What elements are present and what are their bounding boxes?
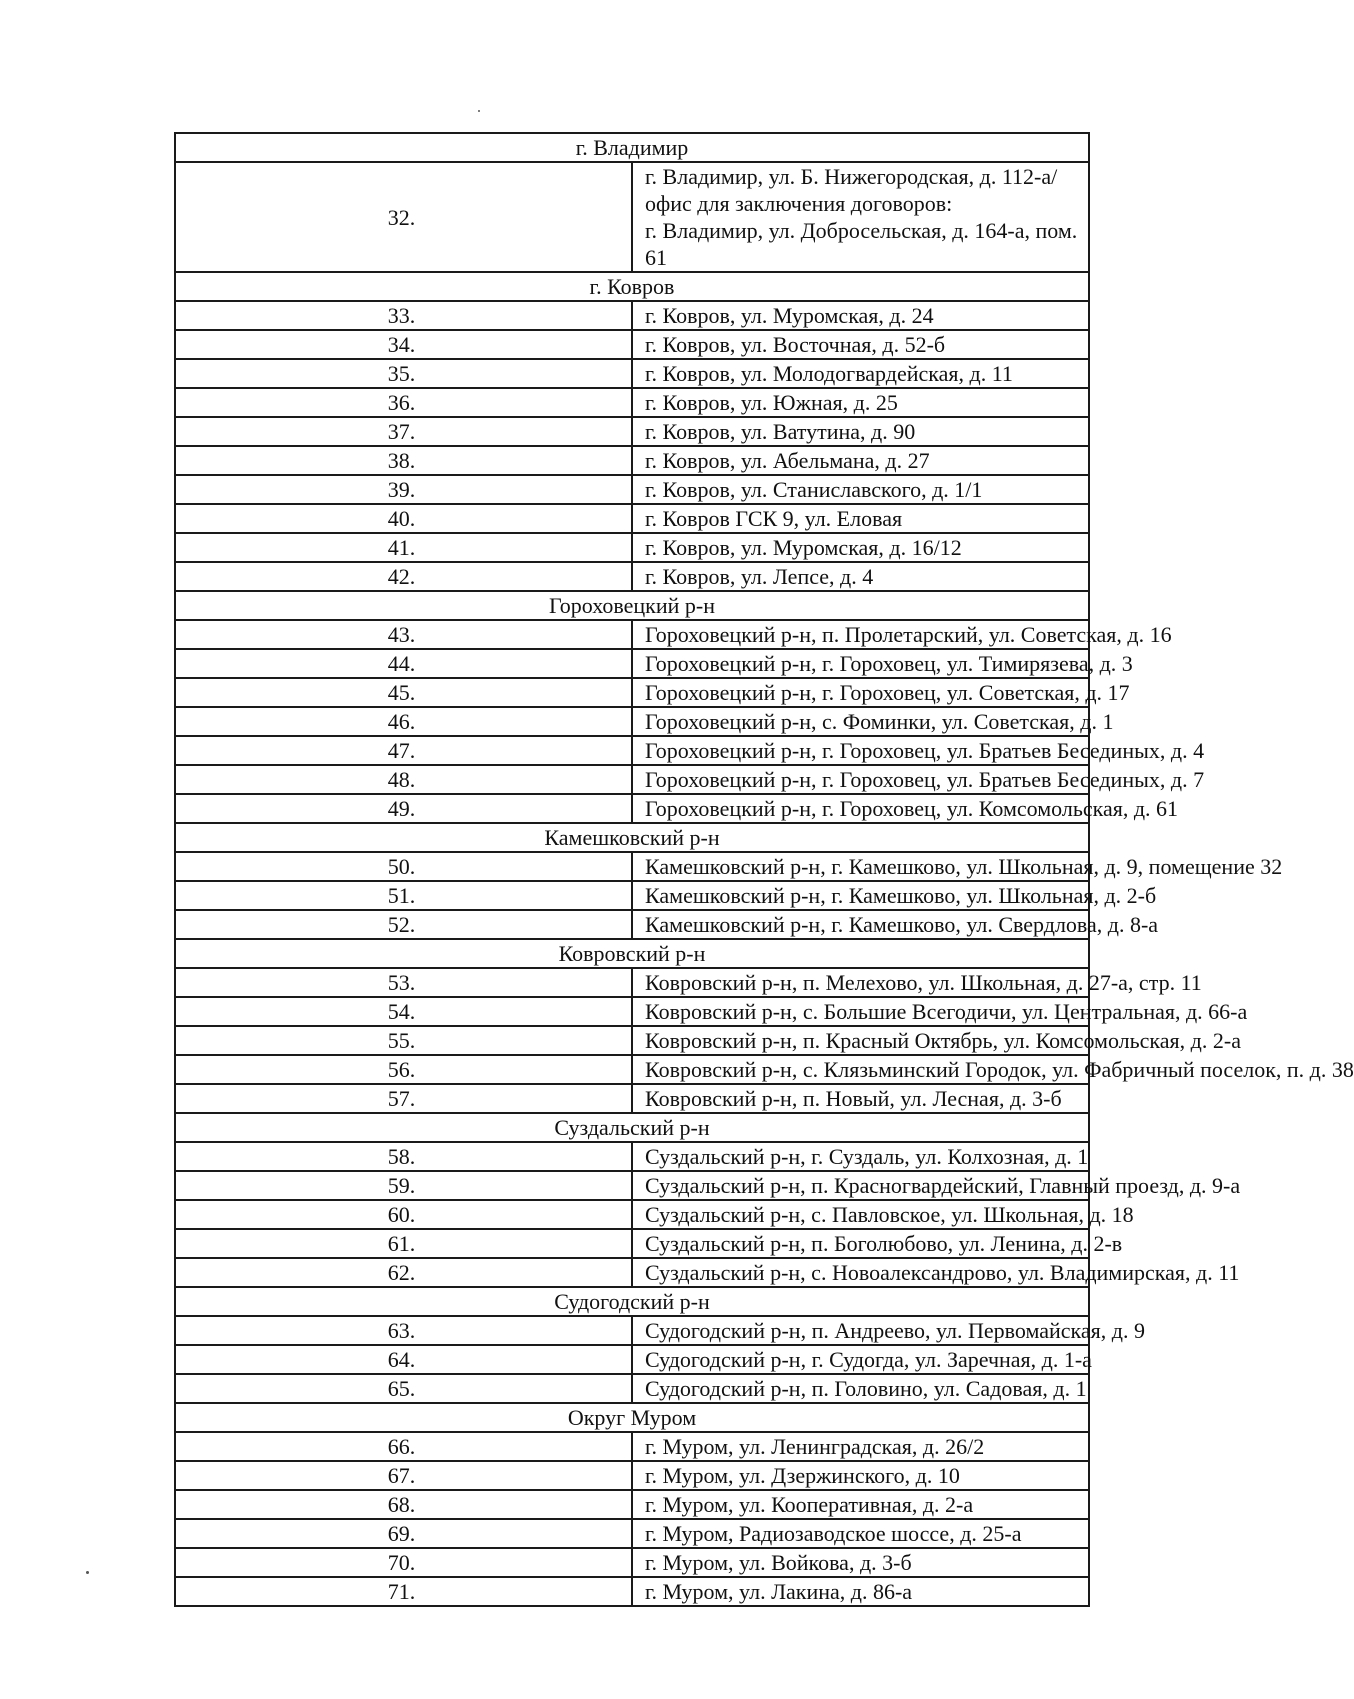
address-line: г. Муром, ул. Дзержинского, д. 10 [645, 1463, 960, 1488]
address-line: Суздальский р-н, г. Суздаль, ул. Колхозная, д. 1 [645, 1144, 1089, 1169]
row-number: 41. [175, 533, 632, 562]
address-cell [632, 707, 1114, 736]
table-row [175, 1490, 1089, 1519]
row-number: 54. [175, 997, 632, 1026]
address-line: Суздальский р-н, с. Павловское, ул. Школьная, д. 18 [645, 1202, 1134, 1227]
row-number: 46. [175, 707, 632, 736]
address-cell [632, 968, 1202, 997]
address-line: Судогодский р-н, п. Андреево, ул. Первомайская, д. 9 [645, 1318, 1145, 1343]
table-row [175, 649, 1089, 678]
address-line: г. Ковров, ул. Абельмана, д. 27 [645, 448, 930, 473]
table-row [175, 1519, 1089, 1548]
address-cell [632, 446, 1089, 475]
address-cell [632, 359, 1089, 388]
table-row [175, 533, 1089, 562]
row-number: 69. [175, 1519, 632, 1548]
address-line: Гороховецкий р-н, г. Гороховец, ул. Комсомольская, д. 61 [645, 796, 1179, 821]
address-line: г. Муром, Радиозаводское шоссе, д. 25-а [645, 1521, 1022, 1546]
address-line: Гороховецкий р-н, с. Фоминки, ул. Советская, д. 1 [645, 709, 1114, 734]
section-header-row [175, 1113, 1089, 1142]
table-row [175, 707, 1089, 736]
row-number: 50. [175, 852, 632, 881]
row-number: 40. [175, 504, 632, 533]
address-cell [632, 1200, 1134, 1229]
address-cell [632, 678, 1130, 707]
row-number: 45. [175, 678, 632, 707]
address-line: г. Муром, ул. Кооперативная, д. 2-а [645, 1492, 974, 1517]
table-row [175, 1432, 1089, 1461]
address-line: г. Муром, ул. Ленинградская, д. 26/2 [645, 1434, 985, 1459]
table-row [175, 475, 1089, 504]
row-number: 64. [175, 1345, 632, 1374]
address-cell [632, 1548, 1089, 1577]
table-row [175, 1461, 1089, 1490]
section-title: Округ Муром [175, 1403, 1089, 1432]
table-row [175, 1345, 1089, 1374]
row-number: 65. [175, 1374, 632, 1403]
table-row [175, 388, 1089, 417]
address-cell [632, 881, 1157, 910]
row-number: 48. [175, 765, 632, 794]
address-cell [632, 620, 1172, 649]
row-number: 36. [175, 388, 632, 417]
address-cell [632, 765, 1205, 794]
table-row [175, 1200, 1089, 1229]
section-header-row [175, 591, 1089, 620]
table-row [175, 1171, 1089, 1200]
address-cell [632, 1084, 1089, 1113]
address-table-body [175, 133, 1354, 1606]
address-line: Гороховецкий р-н, г. Гороховец, ул. Братьев Бесединых, д. 4 [645, 738, 1205, 763]
address-line: г. Ковров, ул. Муромская, д. 24 [645, 303, 934, 328]
address-cell [632, 1519, 1089, 1548]
address-cell [632, 1432, 1089, 1461]
table-row [175, 1577, 1089, 1606]
table-row [175, 968, 1089, 997]
section-title: Суздальский р-н [175, 1113, 1089, 1142]
row-number: 47. [175, 736, 632, 765]
address-cell [632, 1490, 1089, 1519]
section-header-row [175, 133, 1089, 162]
row-number: 66. [175, 1432, 632, 1461]
address-cell [632, 475, 1089, 504]
address-cell [632, 162, 1089, 272]
table-row [175, 1026, 1089, 1055]
address-cell [632, 330, 1089, 359]
table-row [175, 417, 1089, 446]
table-row [175, 1229, 1089, 1258]
section-header-row [175, 1287, 1089, 1316]
section-title: Судогодский р-н [175, 1287, 1089, 1316]
address-cell [632, 1171, 1241, 1200]
address-table [174, 132, 1354, 1607]
address-line: г. Муром, ул. Войкова, д. 3-б [645, 1550, 912, 1575]
address-cell [632, 301, 1089, 330]
table-row [175, 852, 1089, 881]
address-cell [632, 1142, 1089, 1171]
table-row [175, 504, 1089, 533]
address-cell [632, 533, 1089, 562]
address-line: Суздальский р-н, п. Боголюбово, ул. Ленина, д. 2-в [645, 1231, 1123, 1256]
row-number: 49. [175, 794, 632, 823]
table-row [175, 997, 1089, 1026]
address-line: Гороховецкий р-н, г. Гороховец, ул. Братьев Бесединых, д. 7 [645, 767, 1205, 792]
section-header-row [175, 1403, 1089, 1432]
address-cell [632, 1461, 1089, 1490]
section-title: г. Ковров [175, 272, 1089, 301]
address-line: г. Ковров, ул. Станиславского, д. 1/1 [645, 477, 983, 502]
row-number: 32. [175, 162, 632, 272]
address-line: г. Муром, ул. Лакина, д. 86-а [645, 1579, 913, 1604]
address-cell [632, 1345, 1092, 1374]
table-row [175, 330, 1089, 359]
row-number: 62. [175, 1258, 632, 1287]
address-cell [632, 504, 1089, 533]
row-number: 34. [175, 330, 632, 359]
row-number: 59. [175, 1171, 632, 1200]
address-cell [632, 1229, 1123, 1258]
row-number: 39. [175, 475, 632, 504]
table-row [175, 620, 1089, 649]
address-line: г. Ковров, ул. Лепсе, д. 4 [645, 564, 874, 589]
row-number: 71. [175, 1577, 632, 1606]
scan-speck [86, 1571, 89, 1574]
address-line: Камешковский р-н, г. Камешково, ул. Свердлова, д. 8-а [645, 912, 1159, 937]
row-number: 60. [175, 1200, 632, 1229]
row-number: 56. [175, 1055, 632, 1084]
table-row [175, 162, 1089, 272]
row-number: 38. [175, 446, 632, 475]
address-line: Ковровский р-н, с. Большие Всегодичи, ул. Центральная, д. 66-а [645, 999, 1248, 1024]
address-cell [632, 388, 1089, 417]
address-line: г. Ковров, ул. Южная, д. 25 [645, 390, 898, 415]
section-title: Ковровский р-н [175, 939, 1089, 968]
row-number: 33. [175, 301, 632, 330]
table-row [175, 1316, 1089, 1345]
address-cell [632, 997, 1248, 1026]
address-line: Ковровский р-н, п. Красный Октябрь, ул. Комсомольская, д. 2-а [645, 1028, 1241, 1053]
row-number: 67. [175, 1461, 632, 1490]
address-line: г. Владимир, ул. Б. Нижегородская, д. 112-а/офис для заключения договоров: [645, 164, 1058, 216]
address-line: Судогодский р-н, г. Судогда, ул. Заречная, д. 1-а [645, 1347, 1092, 1372]
table-row [175, 1548, 1089, 1577]
address-cell [632, 736, 1205, 765]
row-number: 61. [175, 1229, 632, 1258]
table-row [175, 794, 1089, 823]
table-row [175, 1374, 1089, 1403]
address-line: Камешковский р-н, г. Камешково, ул. Школьная, д. 9, помещение 32 [645, 854, 1283, 879]
address-cell [632, 1374, 1089, 1403]
row-number: 43. [175, 620, 632, 649]
address-line: Гороховецкий р-н, г. Гороховец, ул. Тимирязева, д. 3 [645, 651, 1133, 676]
row-number: 57. [175, 1084, 632, 1113]
section-title: г. Владимир [175, 133, 1089, 162]
row-number: 55. [175, 1026, 632, 1055]
table-row [175, 1084, 1089, 1113]
address-line: г. Ковров, ул. Восточная, д. 52-б [645, 332, 946, 357]
table-row [175, 562, 1089, 591]
address-cell [632, 562, 1089, 591]
row-number: 52. [175, 910, 632, 939]
row-number: 63. [175, 1316, 632, 1345]
address-line: Ковровский р-н, с. Клязьминский Городок, ул. Фабричный поселок, п. д. 38 [645, 1057, 1354, 1082]
address-line: Гороховецкий р-н, п. Пролетарский, ул. Советская, д. 16 [645, 622, 1172, 647]
row-number: 68. [175, 1490, 632, 1519]
table-row [175, 736, 1089, 765]
table-row [175, 678, 1089, 707]
address-line: Гороховецкий р-н, г. Гороховец, ул. Советская, д. 17 [645, 680, 1130, 705]
row-number: 35. [175, 359, 632, 388]
table-row [175, 301, 1089, 330]
address-line: Ковровский р-н, п. Мелехово, ул. Школьная, д. 27-а, стр. 11 [645, 970, 1202, 995]
table-row [175, 359, 1089, 388]
address-line: г. Ковров, ул. Ватутина, д. 90 [645, 419, 916, 444]
address-cell [632, 852, 1283, 881]
table-row [175, 765, 1089, 794]
row-number: 53. [175, 968, 632, 997]
section-header-row [175, 939, 1089, 968]
address-line: г. Ковров, ул. Муромская, д. 16/12 [645, 535, 962, 560]
scan-speck [478, 110, 480, 112]
address-cell [632, 1026, 1241, 1055]
address-line: Камешковский р-н, г. Камешково, ул. Школьная, д. 2-б [645, 883, 1157, 908]
table-row [175, 446, 1089, 475]
address-line: Ковровский р-н, п. Новый, ул. Лесная, д. 3-б [645, 1086, 1062, 1111]
address-line: Судогодский р-н, п. Головино, ул. Садовая, д. 1 [645, 1376, 1087, 1401]
address-cell [632, 417, 1089, 446]
address-cell [632, 649, 1133, 678]
address-cell [632, 1316, 1145, 1345]
table-row [175, 1258, 1089, 1287]
section-header-row [175, 823, 1089, 852]
table-row [175, 881, 1089, 910]
section-title: Камешковский р-н [175, 823, 1089, 852]
address-line: Суздальский р-н, п. Красногвардейский, Главный проезд, д. 9-а [645, 1173, 1241, 1198]
row-number: 37. [175, 417, 632, 446]
row-number: 70. [175, 1548, 632, 1577]
table-row [175, 910, 1089, 939]
address-cell [632, 1258, 1240, 1287]
address-cell [632, 794, 1179, 823]
address-cell [632, 910, 1159, 939]
address-line: г. Владимир, ул. Добросельская, д. 164-а, пом. 61 [645, 218, 1078, 270]
section-title: Гороховецкий р-н [175, 591, 1089, 620]
row-number: 44. [175, 649, 632, 678]
address-cell [632, 1055, 1354, 1084]
address-cell [632, 1577, 1089, 1606]
address-line: г. Ковров, ул. Молодогвардейская, д. 11 [645, 361, 1013, 386]
table-row [175, 1142, 1089, 1171]
row-number: 42. [175, 562, 632, 591]
row-number: 58. [175, 1142, 632, 1171]
address-line: г. Ковров ГСК 9, ул. Еловая [645, 506, 903, 531]
row-number: 51. [175, 881, 632, 910]
address-line: Суздальский р-н, с. Новоалександрово, ул. Владимирская, д. 11 [645, 1260, 1240, 1285]
table-row [175, 1055, 1089, 1084]
section-header-row [175, 272, 1089, 301]
